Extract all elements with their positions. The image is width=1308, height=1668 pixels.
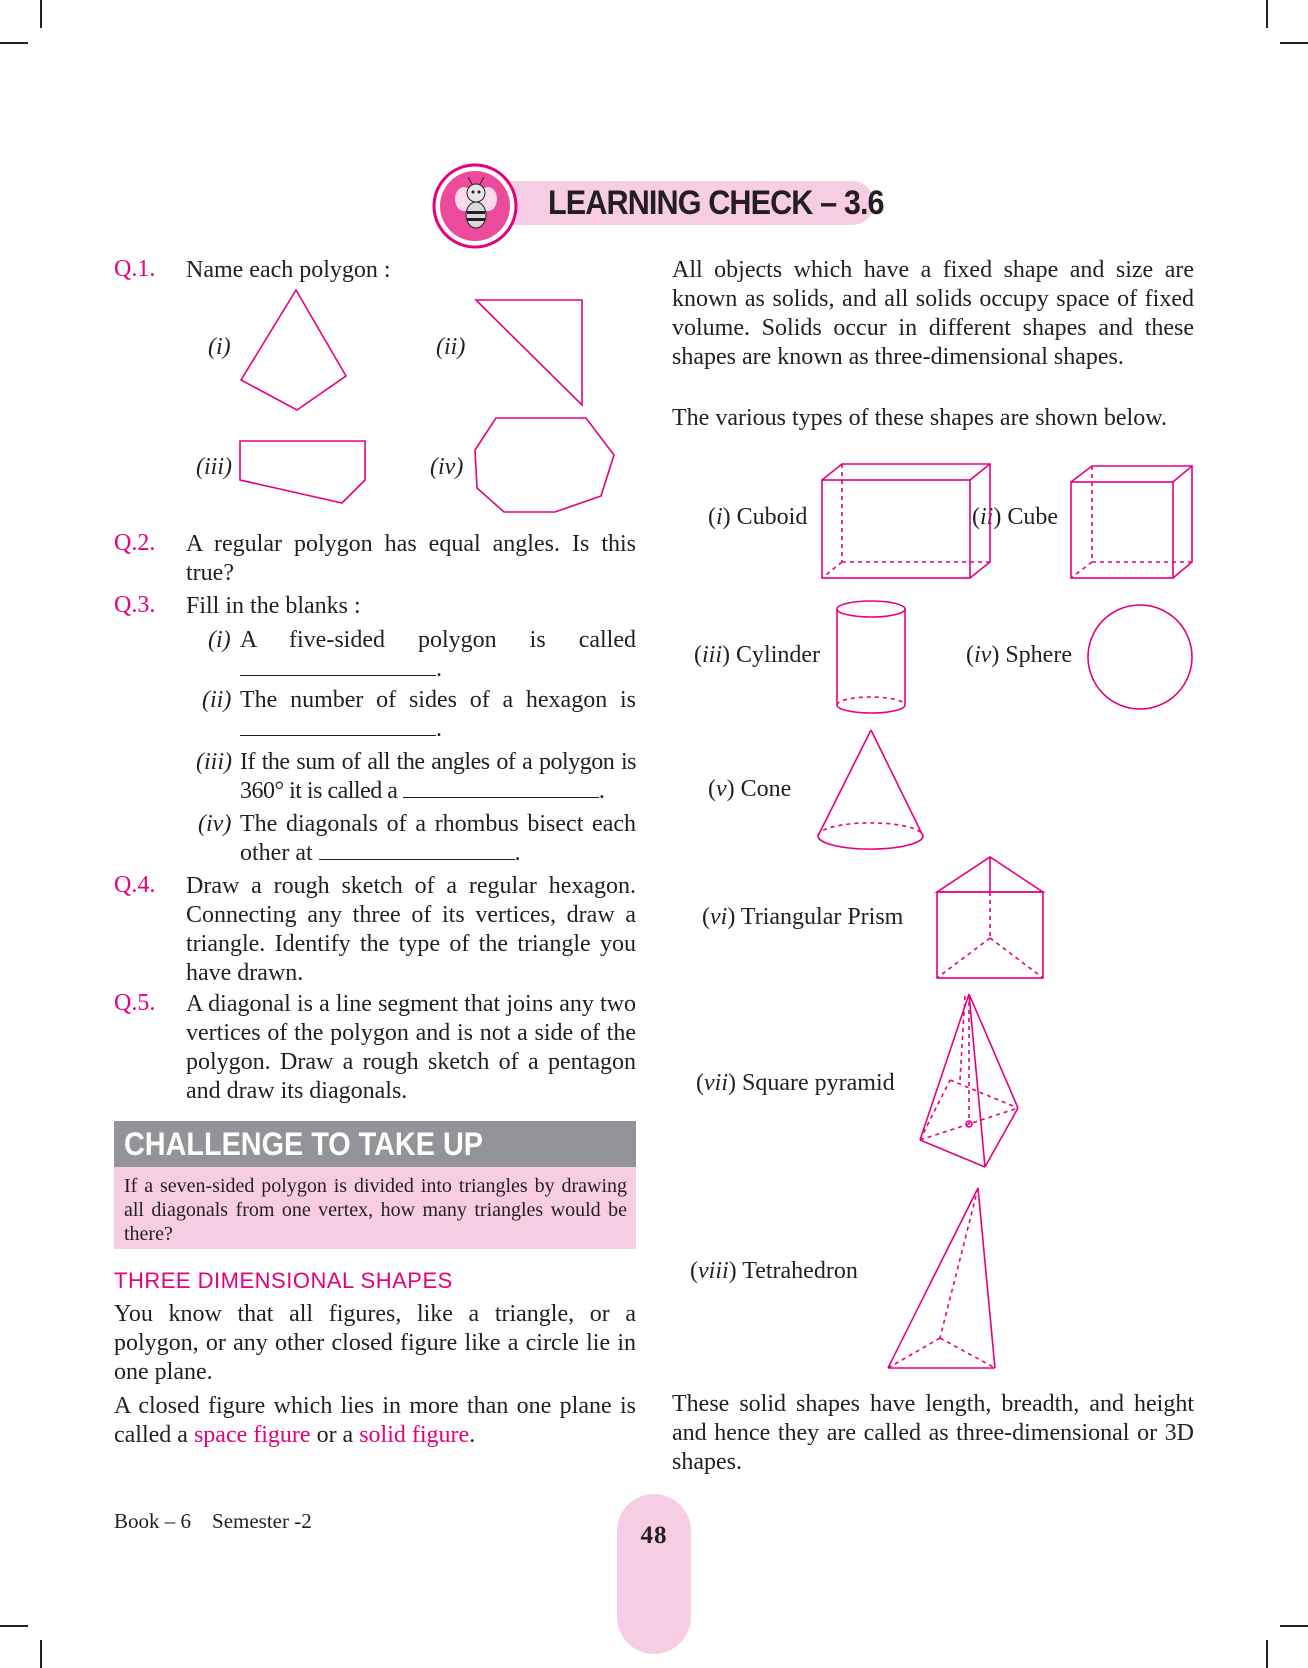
sphere-figure xyxy=(1088,605,1192,709)
polygon-label: (iii) xyxy=(196,454,232,480)
paragraph: The various types of these shapes are shown below. xyxy=(672,405,1167,431)
term-solid-figure: solid figure xyxy=(359,1422,470,1448)
cone-figure xyxy=(818,730,923,849)
shape-label-sphere: (iv) Sphere xyxy=(966,642,1072,668)
sub-item-number: (iv) xyxy=(198,811,232,837)
fill-blank-item: The diagonals of a rhombus bisect each other at . xyxy=(240,811,636,866)
shape-label-tetrahedron: (viii) Tetrahedron xyxy=(690,1258,858,1284)
triangular-prism-figure xyxy=(937,857,1043,978)
polygon-label: (ii) xyxy=(436,334,466,360)
challenge-text: If a seven-sided polygon is divided into triangles by drawing all diagonals from one vertex, how many triangles would be there? xyxy=(124,1175,627,1245)
question-number: Q.5. xyxy=(114,990,156,1016)
question-number: Q.2. xyxy=(114,530,156,556)
sub-item-number: (ii) xyxy=(202,687,232,713)
challenge-title: CHALLENGE TO TAKE UP xyxy=(124,1126,483,1162)
cylinder-figure xyxy=(837,601,905,713)
square-pyramid-figure xyxy=(920,994,1018,1167)
question-text: A diagonal is a line segment that joins any two vertices of the polygon and is not a side of the polygon. Draw a rough sketch of a pentagon and draw its diagonals. xyxy=(186,991,636,1104)
paragraph: A closed figure which lies in more than one plane is called a space figure or a solid figure. xyxy=(114,1393,636,1448)
cuboid-figure xyxy=(822,464,990,578)
question-text: Fill in the blanks : xyxy=(186,593,361,619)
shape-label-square-pyramid: (vii) Square pyramid xyxy=(696,1070,895,1096)
question-number: Q.1. xyxy=(114,256,156,282)
page-number-tab xyxy=(617,1494,691,1654)
sub-item-number: (i) xyxy=(208,627,231,653)
cube-figure xyxy=(1071,466,1192,578)
question-number: Q.4. xyxy=(114,872,156,898)
fill-blank-item: If the sum of all the angles of a polygon is 360° it is called a . xyxy=(240,749,636,804)
paragraph: All objects which have a fixed shape and size are known as solids, and all solids occupy space of fixed volume. Solids occur in different shapes and these shapes are known as three-dimensional shapes. xyxy=(672,257,1194,370)
paragraph: You know that all figures, like a triangle, or a polygon, or any other closed figure like a circle lie in one plane. xyxy=(114,1301,636,1385)
polygon-label: (iv) xyxy=(430,454,464,480)
shape-label-cylinder: (iii) Cylinder xyxy=(694,642,821,668)
learning-check-title: LEARNING CHECK – 3.6 xyxy=(548,184,884,222)
question-text: Name each polygon : xyxy=(186,257,391,283)
fill-blank-line: . xyxy=(240,715,442,744)
fill-blank-item: The number of sides of a hexagon is xyxy=(240,687,636,713)
fill-blank-item: A five-sided polygon is called xyxy=(240,627,636,653)
question-number: Q.3. xyxy=(114,592,156,618)
footer-book-info: Book – 6 Semester -2 xyxy=(114,1509,312,1533)
question-text: Draw a rough sketch of a regular hexagon. Connecting any three of its vertices, draw a triangle. Identify the type of the triangle you have drawn. xyxy=(186,873,636,986)
question-text: A regular polygon has equal angles. Is this true? xyxy=(186,531,636,586)
tetrahedron-figure xyxy=(888,1188,995,1368)
page-number: 48 xyxy=(640,1522,668,1549)
term-space-figure: space figure xyxy=(193,1422,311,1448)
paragraph: These solid shapes have length, breadth, and height and hence they are called as three-dimensional or 3D shapes. xyxy=(672,1391,1194,1475)
section-heading: THREE DIMENSIONAL SHAPES xyxy=(114,1268,453,1293)
shape-label-cuboid: (i) Cuboid xyxy=(708,504,808,530)
fill-blank-line: . xyxy=(240,655,442,684)
sub-item-number: (iii) xyxy=(196,749,232,775)
shape-label-cone: (v) Cone xyxy=(708,776,792,802)
shape-label-triangular-prism: (vi) Triangular Prism xyxy=(702,904,904,930)
shape-label-cube: (ii) Cube xyxy=(972,504,1059,530)
polygon-label: (i) xyxy=(208,334,231,360)
